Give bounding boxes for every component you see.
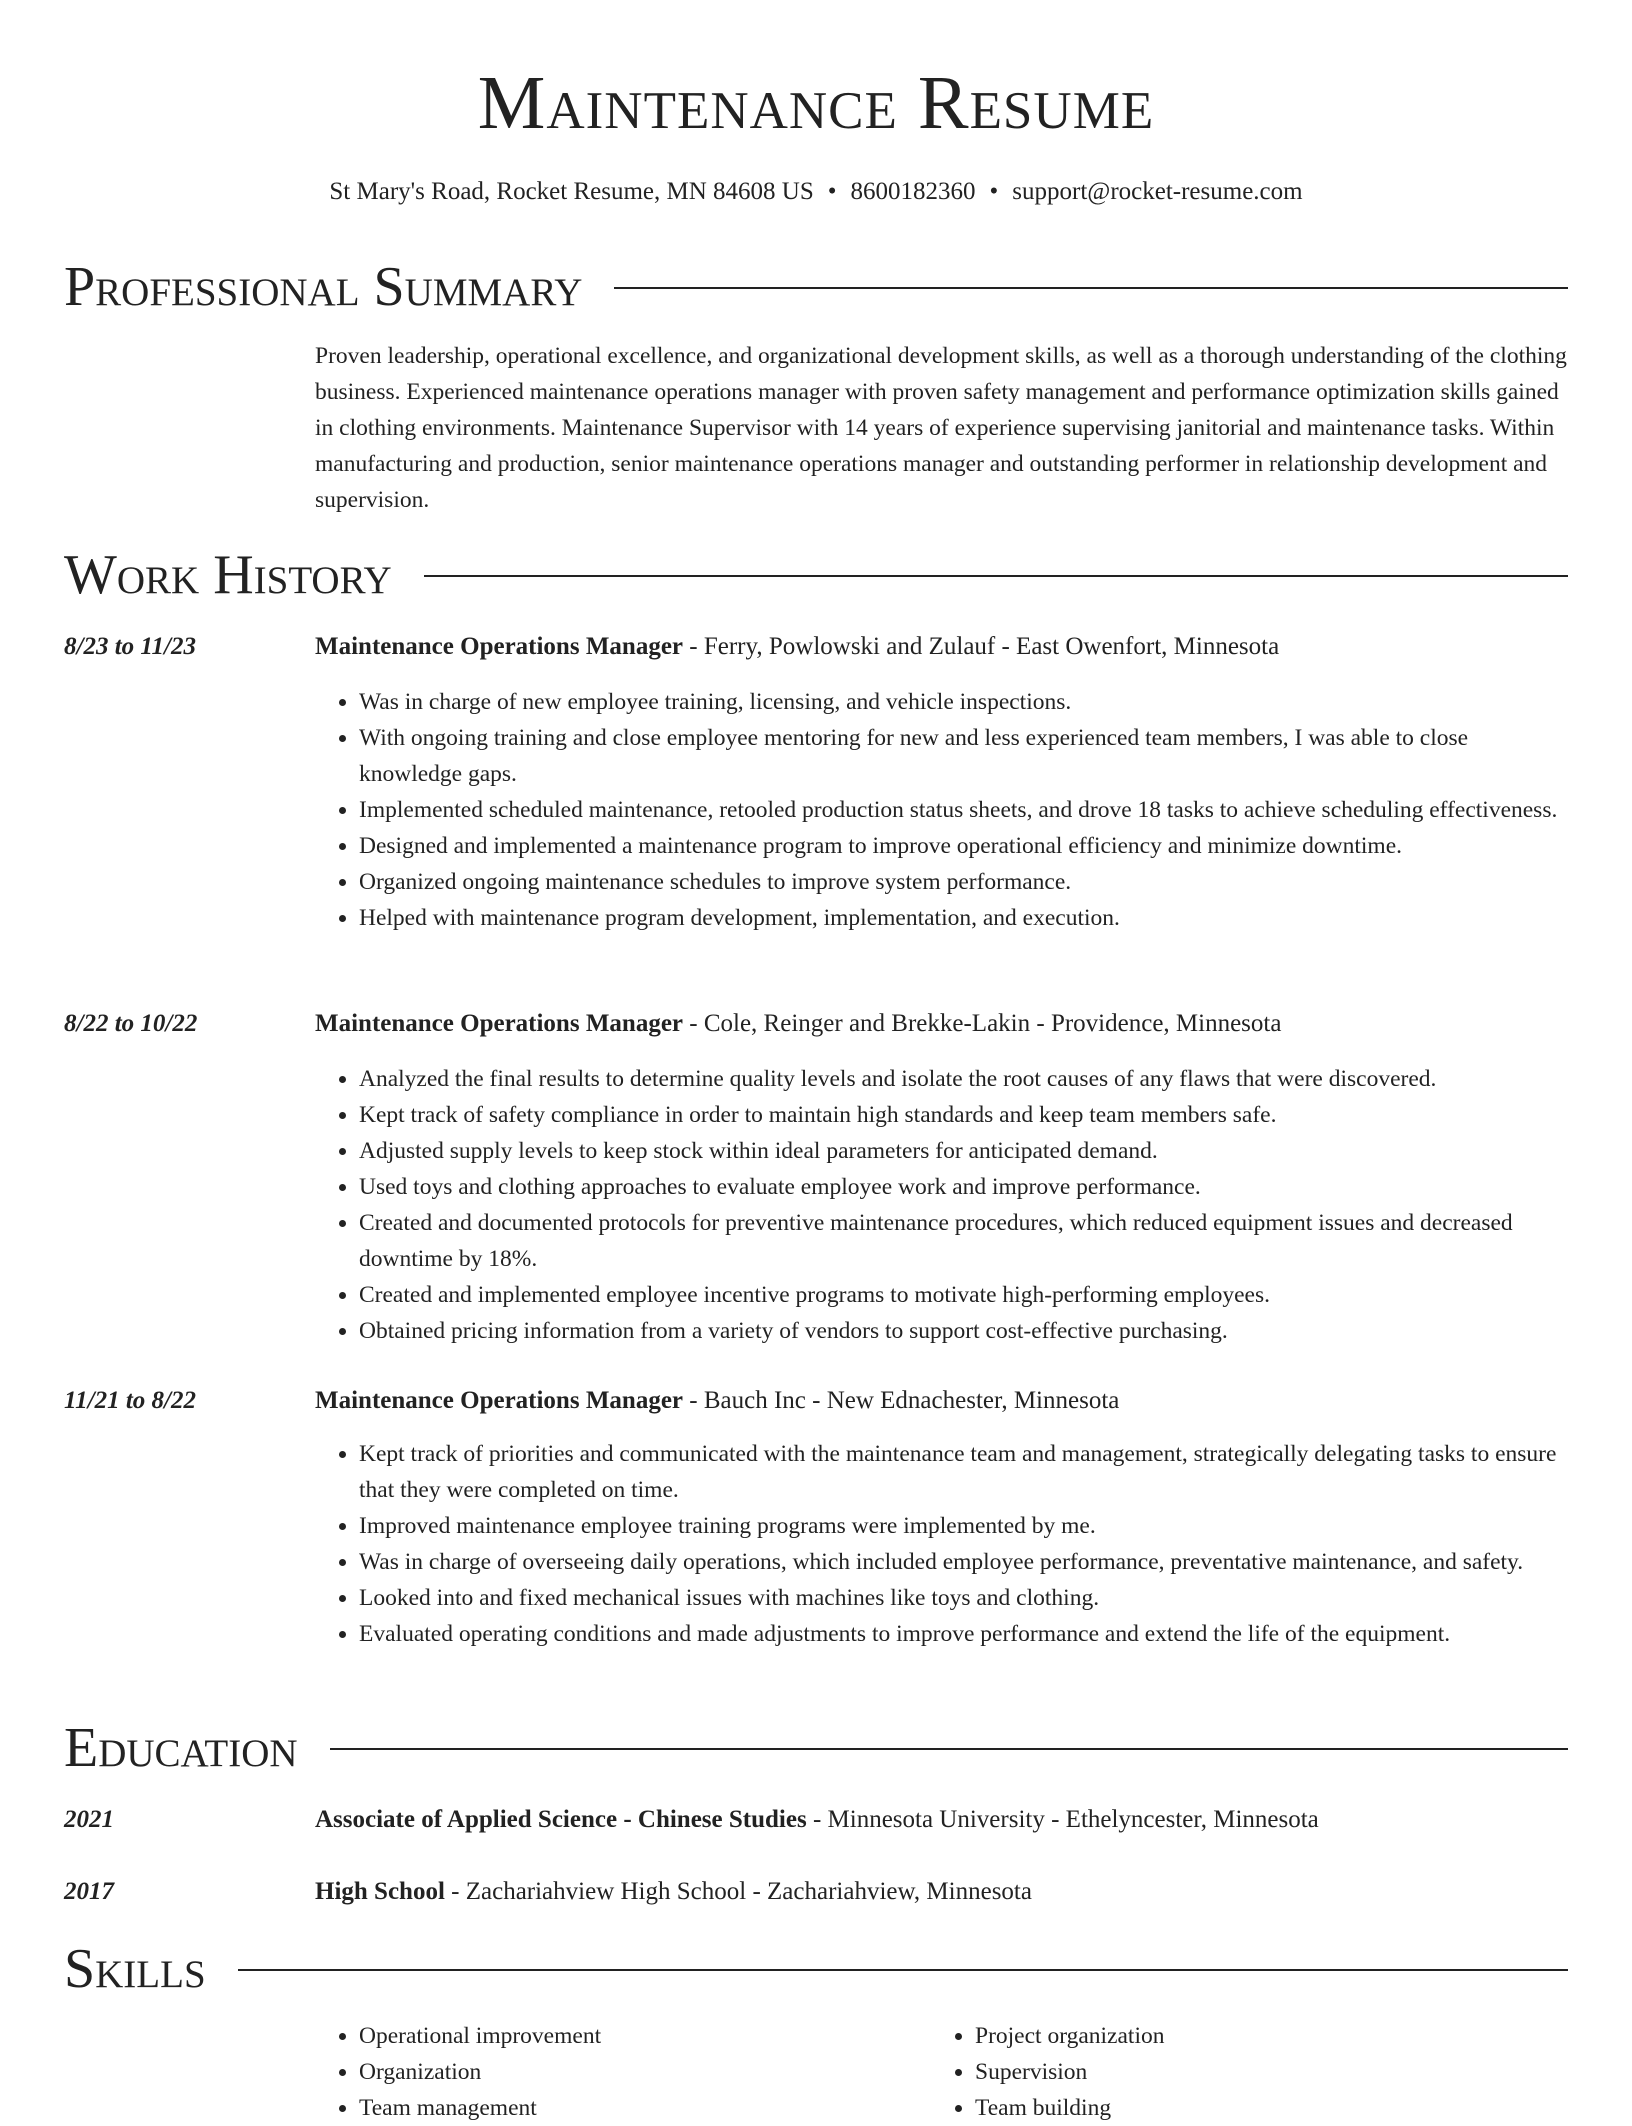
list-item: • Kept track of priorities and communicated with the maintenance team and management, strategically delegating tasks to ensure that they were completed on time. <box>359 1436 1569 1508</box>
section-title: Work History <box>64 544 392 606</box>
skill-item: • Team management <box>359 2090 975 2126</box>
job-heading <box>315 629 1569 665</box>
job-details: - Bauch Inc - New Ednachester, Minnesota <box>683 1387 1120 1414</box>
job-bullets <box>315 684 1569 936</box>
section-header-skills <box>64 1934 1568 2004</box>
list-item: • Used toys and clothing approaches to evaluate employee work and improve performance. <box>359 1169 1569 1205</box>
list-item: • Improved maintenance employee training programs were implemented by me. <box>359 1508 1569 1544</box>
section-divider <box>238 1969 1568 1971</box>
job-role: Maintenance Operations Manager <box>315 1010 684 1037</box>
section-title: Skills <box>64 1938 206 2000</box>
list-item: • With ongoing training and close employee mentoring for new and less experienced team members, I was able to close knowledge gaps. <box>359 720 1569 792</box>
skill-item: • Supervision <box>975 2054 1613 2090</box>
job-date: 8/23 to 11/23 <box>64 633 196 660</box>
skills-list-left <box>315 2018 975 2126</box>
list-item: • Looked into and fixed mechanical issues with machines like toys and clothing. <box>359 1580 1569 1616</box>
list-item: • Evaluated operating conditions and made adjustments to improve performance and extend the life of the equipment. <box>359 1616 1569 1652</box>
job-bullets <box>315 1436 1569 1652</box>
summary-text: Proven leadership, operational excellence, and organizational development skills, as well as a thorough understanding of the clothing business. Experienced maintenance operations manager with proven safety management and performance optimization skills gained in clothing environments. Maintenance Supervisor with 14 years of experience supervising janitorial and maintenance tasks. Within manufacturing and production, senior maintenance operations manager and outstanding performer in relationship development and supervision. <box>315 343 1567 513</box>
list-item: • Organized ongoing maintenance schedules to improve system performance. <box>359 864 1569 900</box>
list-item: • Helped with maintenance program development, implementation, and execution. <box>359 900 1569 936</box>
skill-item: • Operational improvement <box>359 2018 975 2054</box>
section-divider <box>614 287 1568 289</box>
job-role: Maintenance Operations Manager <box>315 1387 684 1414</box>
contact-email: support@rocket-resume.com <box>1012 178 1303 205</box>
job-heading <box>315 1006 1569 1042</box>
list-item: • Kept track of safety compliance in order to maintain high standards and keep team members safe. <box>359 1097 1569 1133</box>
education-date: 2017 <box>64 1878 114 1905</box>
list-item: • Implemented scheduled maintenance, retooled production status sheets, and drove 18 tasks to achieve scheduling effectiveness. <box>359 792 1569 828</box>
list-item: • Created and implemented employee incentive programs to motivate high-performing employees. <box>359 1277 1569 1313</box>
list-item: • Designed and implemented a maintenance program to improve operational efficiency and minimize downtime. <box>359 828 1569 864</box>
skill-item: • Organization <box>359 2054 975 2090</box>
education-details: - Minnesota University - Ethelyncester, Minnesota <box>806 1806 1319 1833</box>
resume-name: Maintenance Resume <box>477 61 1155 145</box>
section-title: Professional Summary <box>64 256 583 318</box>
skill-item: • Project organization <box>975 2018 1613 2054</box>
education-date: 2021 <box>64 1806 114 1833</box>
contact-phone: 8600182360 <box>850 178 976 205</box>
job-role: Maintenance Operations Manager <box>315 633 684 660</box>
section-header-work-history <box>64 540 1568 610</box>
section-title: Education <box>64 1717 298 1779</box>
section-divider <box>330 1748 1568 1750</box>
contact-line <box>64 172 1568 212</box>
education-degree: Associate of Applied Science - Chinese Studies <box>315 1806 807 1833</box>
skills-list-right <box>931 2018 1613 2126</box>
job-details: - Ferry, Powlowski and Zulauf - East Owenfort, Minnesota <box>683 633 1280 660</box>
education-heading <box>315 1874 1569 1910</box>
list-item: • Analyzed the final results to determine quality levels and isolate the root causes of any flaws that were discovered. <box>359 1061 1569 1097</box>
section-header-education <box>64 1713 1568 1783</box>
contact-separator: • <box>827 178 837 205</box>
list-item: • Was in charge of new employee training, licensing, and vehicle inspections. <box>359 684 1569 720</box>
skill-item: • Team building <box>975 2090 1613 2126</box>
contact-separator: • <box>989 178 999 205</box>
list-item: • Was in charge of overseeing daily operations, which included employee performance, preventative maintenance, and safety. <box>359 1544 1569 1580</box>
contact-address: St Mary's Road, Rocket Resume, MN 84608 US <box>329 178 814 205</box>
list-item: • Created and documented protocols for preventive maintenance procedures, which reduced equipment issues and decreased downtime by 18%. <box>359 1205 1569 1277</box>
list-item: • Obtained pricing information from a variety of vendors to support cost-effective purchasing. <box>359 1313 1569 1349</box>
job-date: 11/21 to 8/22 <box>64 1387 196 1414</box>
list-item: • Adjusted supply levels to keep stock within ideal parameters for anticipated demand. <box>359 1133 1569 1169</box>
section-divider <box>424 575 1568 577</box>
education-degree: High School <box>315 1878 445 1905</box>
job-date: 8/22 to 10/22 <box>64 1010 198 1037</box>
education-heading <box>315 1802 1569 1838</box>
job-heading <box>315 1383 1569 1419</box>
job-bullets <box>315 1061 1569 1349</box>
section-header-summary <box>64 252 1568 322</box>
job-details: - Cole, Reinger and Brekke-Lakin - Providence, Minnesota <box>683 1010 1282 1037</box>
education-details: - Zachariahview High School - Zachariahview, Minnesota <box>444 1878 1032 1905</box>
